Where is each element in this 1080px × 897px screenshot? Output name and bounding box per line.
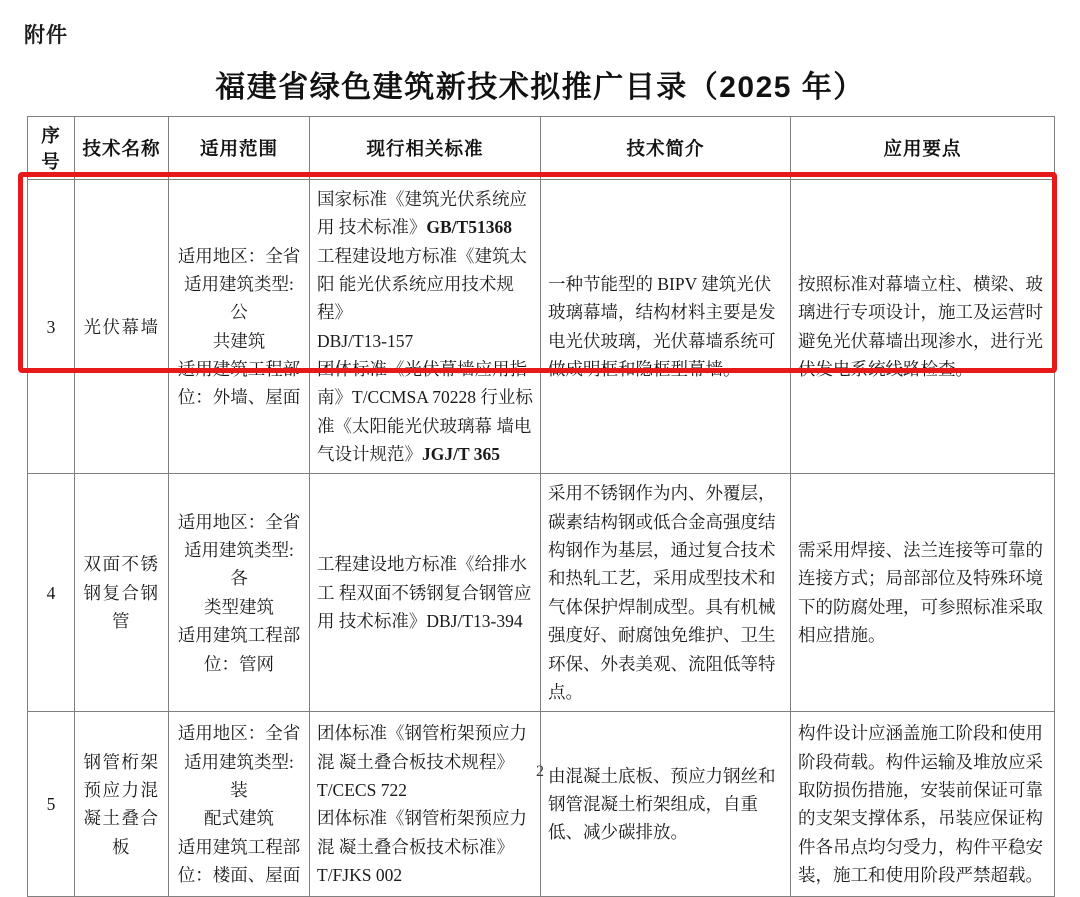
cell-scope	[169, 474, 310, 712]
standard-text: 技术标准》	[338, 610, 427, 631]
scope-line: 适用建筑类型: 各	[184, 540, 294, 589]
standard-text: 墙电气设计规范》	[317, 415, 532, 465]
scope-line: 位：外墙、屋面	[177, 387, 301, 408]
page-title: 福建省绿色建筑新技术拟推广目录（2025 年）	[215, 71, 865, 104]
standard-text: 南》	[317, 387, 352, 408]
standard-text: 团体标准《钢管桁架预应力混	[317, 723, 527, 772]
standard-text: 团体标准《钢管桁架预应力混	[317, 808, 527, 857]
table-header-row	[28, 117, 1055, 180]
scope-line: 共建筑	[212, 330, 266, 351]
cell-serial-number: 3	[28, 180, 75, 474]
cell-scope	[169, 712, 310, 897]
scope-line: 适用地区：全省	[177, 723, 301, 744]
cell-application-points: 按照标准对幕墙立柱、横梁、玻璃进行专项设计，施工及运营时避免光伏幕墙出现渗水，进行光伏发电系统线路检查。	[791, 180, 1055, 474]
standard-code-tccmsa: T/CCMSA 70228	[352, 387, 476, 408]
standard-text: 凝土叠合板技术规程》	[338, 751, 514, 772]
standard-code-jgjt: JGJ/T 365	[422, 444, 500, 465]
standard-code-tcecs: T/CECS 722	[317, 779, 407, 800]
scope-line: 适用建筑工程部	[177, 625, 301, 646]
standard-code-gbt: GB/T51368	[426, 217, 512, 238]
cell-scope	[169, 180, 310, 474]
scope-line: 适用建筑类型: 公	[184, 274, 294, 323]
scope-line: 配式建筑	[204, 808, 274, 829]
page-number: 2	[536, 763, 544, 780]
cell-application-points: 构件设计应涵盖施工阶段和使用阶段荷载。构件运输及堆放应采取防损伤措施，安装前保证可靠的支架支撑体系，吊装应保证构件各吊点均匀受力，构件平稳安装，施工和使用阶段严禁超载。	[791, 712, 1055, 897]
cell-introduction: 由混凝土底板、预应力钢丝和钢管混凝土桁架组成，自重低、减少碳排放。	[541, 712, 791, 897]
column-header-application: 应用要点	[791, 117, 1055, 180]
standard-text: 行业标准《太阳能光伏玻璃幕	[317, 387, 533, 436]
standard-code-dbjt: DBJ/T13-157	[317, 330, 414, 351]
attachment-label: 附件	[24, 24, 68, 47]
scope-line: 位：管网	[204, 653, 274, 674]
table-row	[28, 712, 1055, 897]
scope-line: 适用建筑类型: 装	[184, 751, 294, 800]
cell-introduction: 一种节能型的 BIPV 建筑光伏玻璃幕墙，结构材料主要是发电光伏玻璃，光伏幕墙系统可做成明框和隐框型幕墙。	[541, 180, 791, 474]
table-row	[28, 474, 1055, 712]
standard-text: 团体标准《光伏幕墙应用指	[317, 359, 527, 380]
standard-code-dbjt: DBJ/T13-394	[426, 610, 523, 631]
standard-code-tfjks: T/FJKS 002	[317, 864, 403, 885]
scope-line: 适用建筑工程部	[177, 836, 301, 857]
scope-line: 位：楼面、屋面	[177, 864, 301, 885]
standard-text: 国家标准《建筑光伏系统应用	[317, 189, 527, 238]
column-header-standards: 现行相关标准	[310, 117, 541, 180]
scope-line: 类型建筑	[204, 596, 274, 617]
column-header-technology-name: 技术名称	[75, 117, 169, 180]
standard-text: 工程建设地方标准《建筑太阳	[317, 245, 527, 295]
standard-text: 凝土叠合板技术标准》	[338, 836, 514, 857]
cell-technology-name: 钢管桁架预应力混凝土叠合板	[75, 712, 169, 897]
scope-line: 适用地区：全省	[177, 245, 301, 266]
scope-line: 适用地区：全省	[177, 511, 301, 532]
column-header-serial-number: 序号	[28, 117, 75, 180]
standard-text: 工程建设地方标准《给排水工	[317, 554, 527, 603]
cell-standards	[310, 712, 541, 897]
standard-text: 技术标准》	[338, 217, 427, 238]
cell-introduction: 采用不锈钢作为内、外覆层，碳素结构钢或低合金高强度结构钢作为基层，通过复合技术和热轧工艺，采用成型技术和气体保护焊制成型。具有机械强度好、耐腐蚀免维护、卫生环保、外表美观、流阻低等特点。	[541, 474, 791, 712]
cell-standards	[310, 474, 541, 712]
cell-technology-name: 双面不锈钢复合钢管	[75, 474, 169, 712]
column-header-introduction: 技术简介	[541, 117, 791, 180]
cell-standards	[310, 180, 541, 474]
cell-serial-number: 5	[28, 712, 75, 897]
table-row	[28, 180, 1055, 474]
standard-text: 程双面不锈钢复合钢管应用	[317, 582, 532, 631]
cell-technology-name: 光伏幕墙	[75, 180, 169, 474]
column-header-scope: 适用范围	[169, 117, 310, 180]
standard-text: 能光伏系统应用技术规程》	[317, 274, 514, 323]
cell-serial-number: 4	[28, 474, 75, 712]
scope-line: 适用建筑工程部	[177, 359, 301, 380]
cell-application-points: 需采用焊接、法兰连接等可靠的连接方式；局部部位及特殊环境下的防腐处理，可参照标准采取相应措施。	[791, 474, 1055, 712]
